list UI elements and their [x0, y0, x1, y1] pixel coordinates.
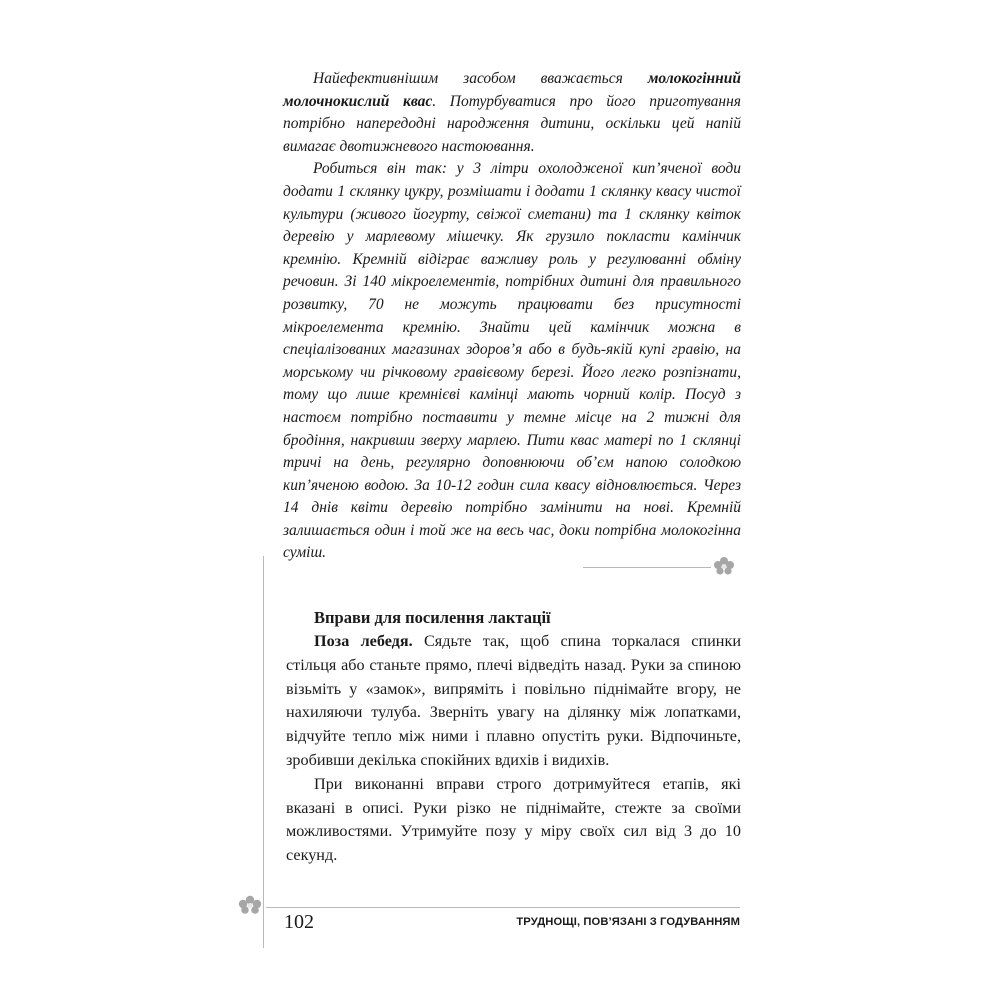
flower-icon [236, 895, 264, 915]
intro-text [283, 68, 741, 565]
exercise-description: Сядьте так, щоб спина торкалася спинки стільця або станьте прямо, плечі відведіть назад. Руки за спиною візьміть у «замок», випряміть і повільно піднімайте вгору, не нахиляючи тулуба. Зверніть увагу на ділянку між лопатками, відчуйте тепло між ними і плавно опустіть руки. Відпочиньте, зробивши декілька спокійних вдихів і видихів. [286, 632, 741, 769]
exercise-title: Поза лебедя. [314, 632, 413, 650]
exercises-section [286, 606, 741, 868]
page-number: 102 [284, 911, 314, 933]
footer-line [266, 907, 740, 908]
exercise-note: При виконанні вправи строго дотримуйтеся етапів, які вказані в описі. Руки різко не піднімайте, стежте за своїми можливостями. Утримуйте позу у міру своїх сил від 3 до 10 секунд. [286, 774, 741, 865]
divider-line [583, 567, 711, 568]
intro-p1-start: Найефективнішим засобом вважається [313, 70, 648, 87]
running-head: ТРУДНОЩІ, ПОВ’ЯЗАНІ З ГОДУВАННЯМ [516, 916, 740, 928]
section-heading: Вправи для посилення лактації [314, 608, 551, 627]
margin-line [263, 556, 264, 948]
intro-p1-end: . Потурбуватися про його приготування потрібно напередодні народження дитини, оскільки цей напій вимагає двотижневого настоювання. [283, 92, 741, 155]
intro-p1-emphasis: молокогінний молочнокислий квас [283, 70, 741, 110]
exercise-paragraph [286, 630, 741, 773]
intro-paragraph-2: Робиться він так: у 3 літри охолодженої кип’яченої води додати 1 склянку цукру, розмішати і додати 1 склянку квасу чистої культури (живого йогурту, свіжої сметани) та 1 склянку квіток деревію у марлевому мішечку. Як грузило покласти камінчик кремнію. Кремній відіграє важливу роль у регулюванні обміну речовин. Зі 140 мікроелементів, потрібних дитині для правильного розвитку, 70 не можуть працювати без присутності мікроелемента кремнію. Знайти цей камінчик можна в спеціалізованих магазинах здоров’я або в будь-якій купі гравію, на морському чи річковому гравієвому березі. Його легко розпізнати, тому що лише кремнієві камінці мають чорний колір. Посуд з настоєм потрібно поставити у темне місце на 2 тижні для бродіння, накривши зверху марлею. Пити квас матері по 1 склянці тричі на день, регулярно доповнюючи об’єм напою солодкою кип’яченою водою. За 10-12 годин сила квасу відновлюється. Через 14 днів квіти деревію потрібно замінити на нові. Кремній залишається один і той же на весь час, доки потрібна молокогінна суміш. [283, 160, 741, 562]
flower-icon [712, 556, 736, 576]
intro-paragraph-1 [283, 68, 741, 158]
